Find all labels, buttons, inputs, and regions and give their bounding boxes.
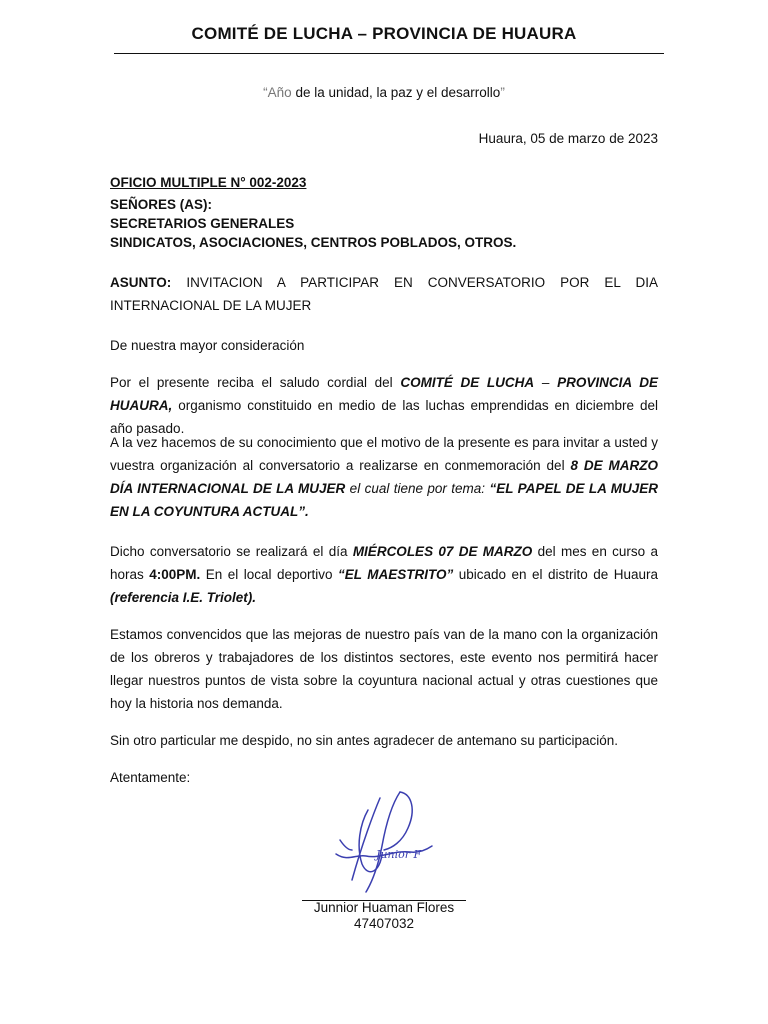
subject-label: ASUNTO: [110, 275, 172, 290]
greeting: De nuestra mayor consideración [110, 338, 305, 353]
para3-text-3: En el local deportivo [200, 567, 338, 582]
para3-day: MIÉRCOLES 07 DE MARZO [352, 544, 533, 559]
signer-name: Junnior Huaman Flores [313, 900, 455, 915]
paragraph-1 [110, 371, 658, 440]
para3-reference: (referencia I.E. Triolet). [110, 590, 257, 605]
signature-scribble: Junior F [376, 848, 422, 861]
signer-dni: 47407032 [353, 916, 415, 931]
year-motto [0, 85, 768, 100]
document-date: Huaura, 05 de marzo de 2023 [478, 131, 658, 146]
para2-theme-intro: el cual tiene por tema: [345, 481, 490, 496]
motto-ano: Año [267, 85, 292, 100]
recipient-line: SECRETARIOS GENERALES [110, 216, 295, 231]
handwritten-signature [322, 784, 444, 896]
paragraph-5: Sin otro particular me despido, no sin antes agradecer de antemano su participación. [110, 733, 619, 748]
recipients-block [110, 195, 658, 252]
para1-dash: – [534, 375, 558, 390]
subject-paragraph [110, 271, 658, 317]
para1-rest: organismo constituido en medio de las luchas emprendidas en diciembre del año pasado. [110, 398, 658, 436]
para2-text: A la vez hacemos de su conocimiento que el motivo de la presente es para invitar a usted y vuestra organización al conversatorio a realizarse en conmemoración del [110, 435, 658, 473]
paragraph-2 [110, 431, 658, 523]
oficio-number: OFICIO MULTIPLE N° 002-2023 [110, 175, 307, 190]
motto-open-quote: “ [263, 85, 268, 100]
recipient-line: SEÑORES (AS): [110, 197, 213, 212]
letterhead-title: COMITÉ DE LUCHA – PROVINCIA DE HUAURA [191, 24, 577, 43]
para3-time: 4:00PM. [149, 567, 201, 582]
para3-venue: “EL MAESTRITO” [338, 567, 454, 582]
para1-org-name: COMITÉ DE LUCHA [400, 375, 535, 390]
para3-text-2: del mes en curso a horas [110, 544, 658, 582]
para3-text: Dicho conversatorio se realizará el día [110, 544, 353, 559]
paragraph-3 [110, 540, 658, 609]
recipient-line: SINDICATOS, ASOCIACIONES, CENTROS POBLADOS, OTROS. [110, 235, 517, 250]
para3-text-4: ubicado en el distrito de Huaura [453, 567, 658, 582]
para1-text: Por el presente reciba el saludo cordial del [110, 375, 401, 390]
para1-province: PROVINCIA DE HUAURA, [110, 375, 659, 413]
paragraph-4: Estamos convencidos que las mejoras de nuestro país van de la mano con la organización de los obreros y trabajadores de los distintos sectores, este evento nos permitirá hacer llegar nuestros puntos de vista sobre la coyuntura nacional actual y otras cuestiones que hoy la historia nos demanda. [110, 627, 658, 711]
closing: Atentamente: [110, 770, 191, 785]
para2-theme: “EL PAPEL DE LA MUJER EN LA COYUNTURA ACTUAL”. [110, 481, 659, 519]
subject-text: INVITACION A PARTICIPAR EN CONVERSATORIO POR EL DIA INTERNACIONAL DE LA MUJER [110, 275, 658, 313]
motto-close-quote: ” [500, 85, 505, 100]
motto-text: de la unidad, la paz y el desarrollo [291, 85, 501, 100]
para2-date-event: 8 DE MARZO DÍA INTERNACIONAL DE LA MUJER [110, 458, 658, 496]
letterhead-divider [114, 53, 664, 54]
